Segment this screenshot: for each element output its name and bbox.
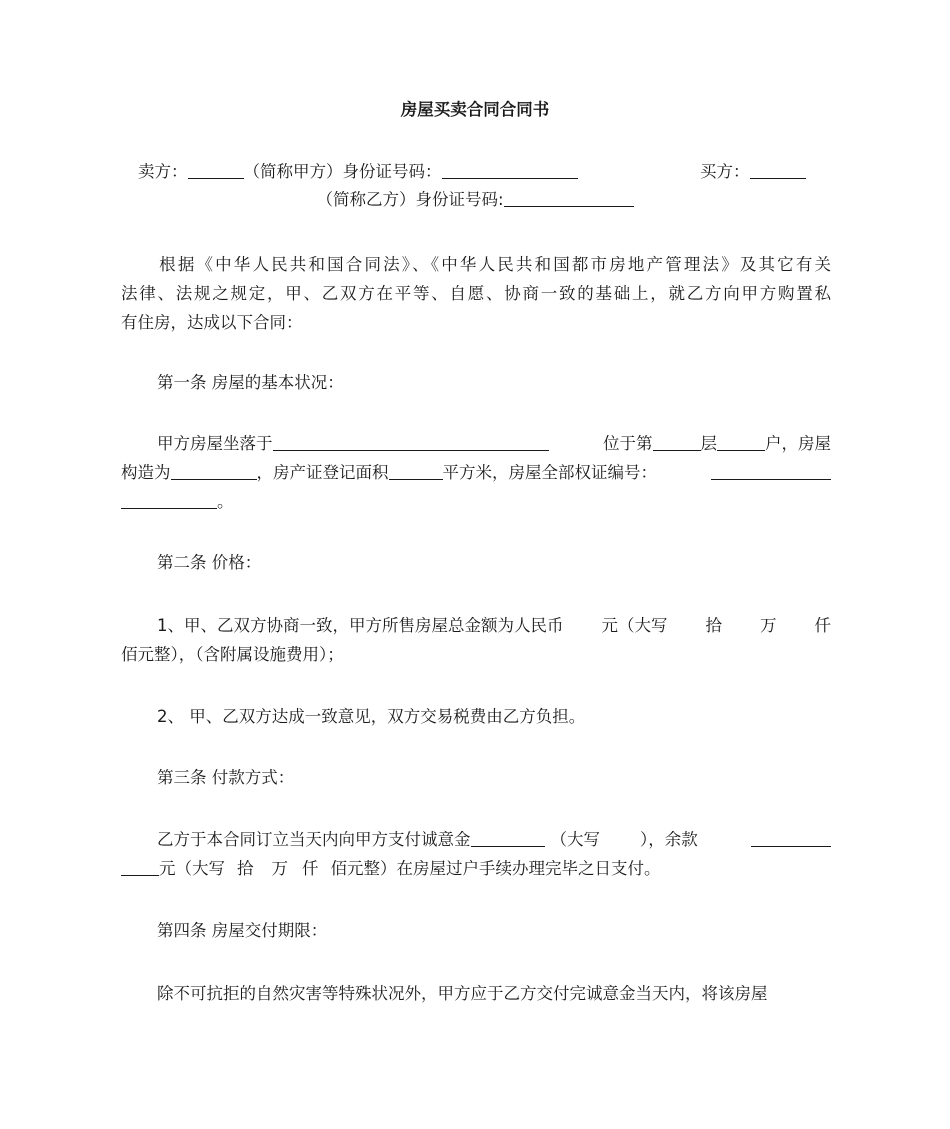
intro-line-1: 根据《中华人民共和国合同法》、《中华人民共和国都市房地产管理法》及其它有关 [157,255,831,274]
article-4-heading: 第四条 房屋交付期限： [157,921,328,940]
certificate-no-blank-cont[interactable] [121,492,217,509]
structure-blank[interactable] [171,463,257,480]
article-2-item-2: 2、 甲、乙双方达成一致意见，双方交易税费由乙方负担。 [157,707,586,726]
buyer-block [700,162,806,182]
balance-blank[interactable] [751,830,831,847]
buyer-name-blank[interactable] [750,162,806,179]
parties-line-2 [0,190,950,210]
buyer-id-blank[interactable] [504,190,634,207]
seller-id-blank[interactable] [442,162,578,179]
article-1-line-3: 。 [121,492,831,512]
article-3-line-1: 乙方于本合同订立当天内向甲方支付诚意金 （大写 ），余款 [157,830,831,850]
article-1-heading: 第一条 房屋的基本状况： [157,373,344,392]
deposit-blank[interactable] [471,830,545,847]
area-blank[interactable] [389,463,443,480]
buyer-suffix: （简称乙方）身份证号码: [316,190,504,209]
seller-name-blank[interactable] [188,162,244,179]
article-1-line-1: 甲方房屋坐落于 位于第 层 户，房屋 [157,434,831,453]
article-2-heading: 第二条 价格： [157,553,262,572]
parties-line-1 [138,162,818,182]
certificate-no-blank[interactable] [711,463,831,480]
article-2-item-1-line-2: 佰元整），（含附属设施费用）； [121,645,344,664]
article-2-item-1-line-1: 1、甲、乙双方协商一致，甲方所售房屋总金额为人民币 元（大写 拾 万 仟 [157,616,831,635]
seller-suffix: （简称甲方）身份证号码： [243,162,442,181]
buyer-label: 买方： [700,162,750,181]
seller-label: 卖方： [138,162,188,181]
document-title: 房屋买卖合同合同书 [400,100,550,119]
article-3-line-2: 元（大写 拾 万 仟 佰元整）在房屋过户手续办理完毕之日支付。 [121,859,831,879]
intro-line-3: 有住房，达成以下合同： [121,313,303,332]
address-blank[interactable] [273,434,549,451]
article-3-heading: 第三条 付款方式： [157,768,295,787]
floor-blank[interactable] [653,434,701,451]
unit-blank[interactable] [717,434,765,451]
intro-line-2: 法律、法规之规定，甲、乙双方在平等、自愿、协商一致的基础上，就乙方向甲方购置私 [121,284,831,303]
balance-blank-cont[interactable] [121,859,159,876]
article-1-line-2: 构造为 ，房产证登记面积 平方米，房屋全部权证编号： [121,463,831,483]
article-4-line-1: 除不可抗拒的自然灾害等特殊状况外，甲方应于乙方交付完诚意金当天内，将该房屋 [157,984,768,1003]
